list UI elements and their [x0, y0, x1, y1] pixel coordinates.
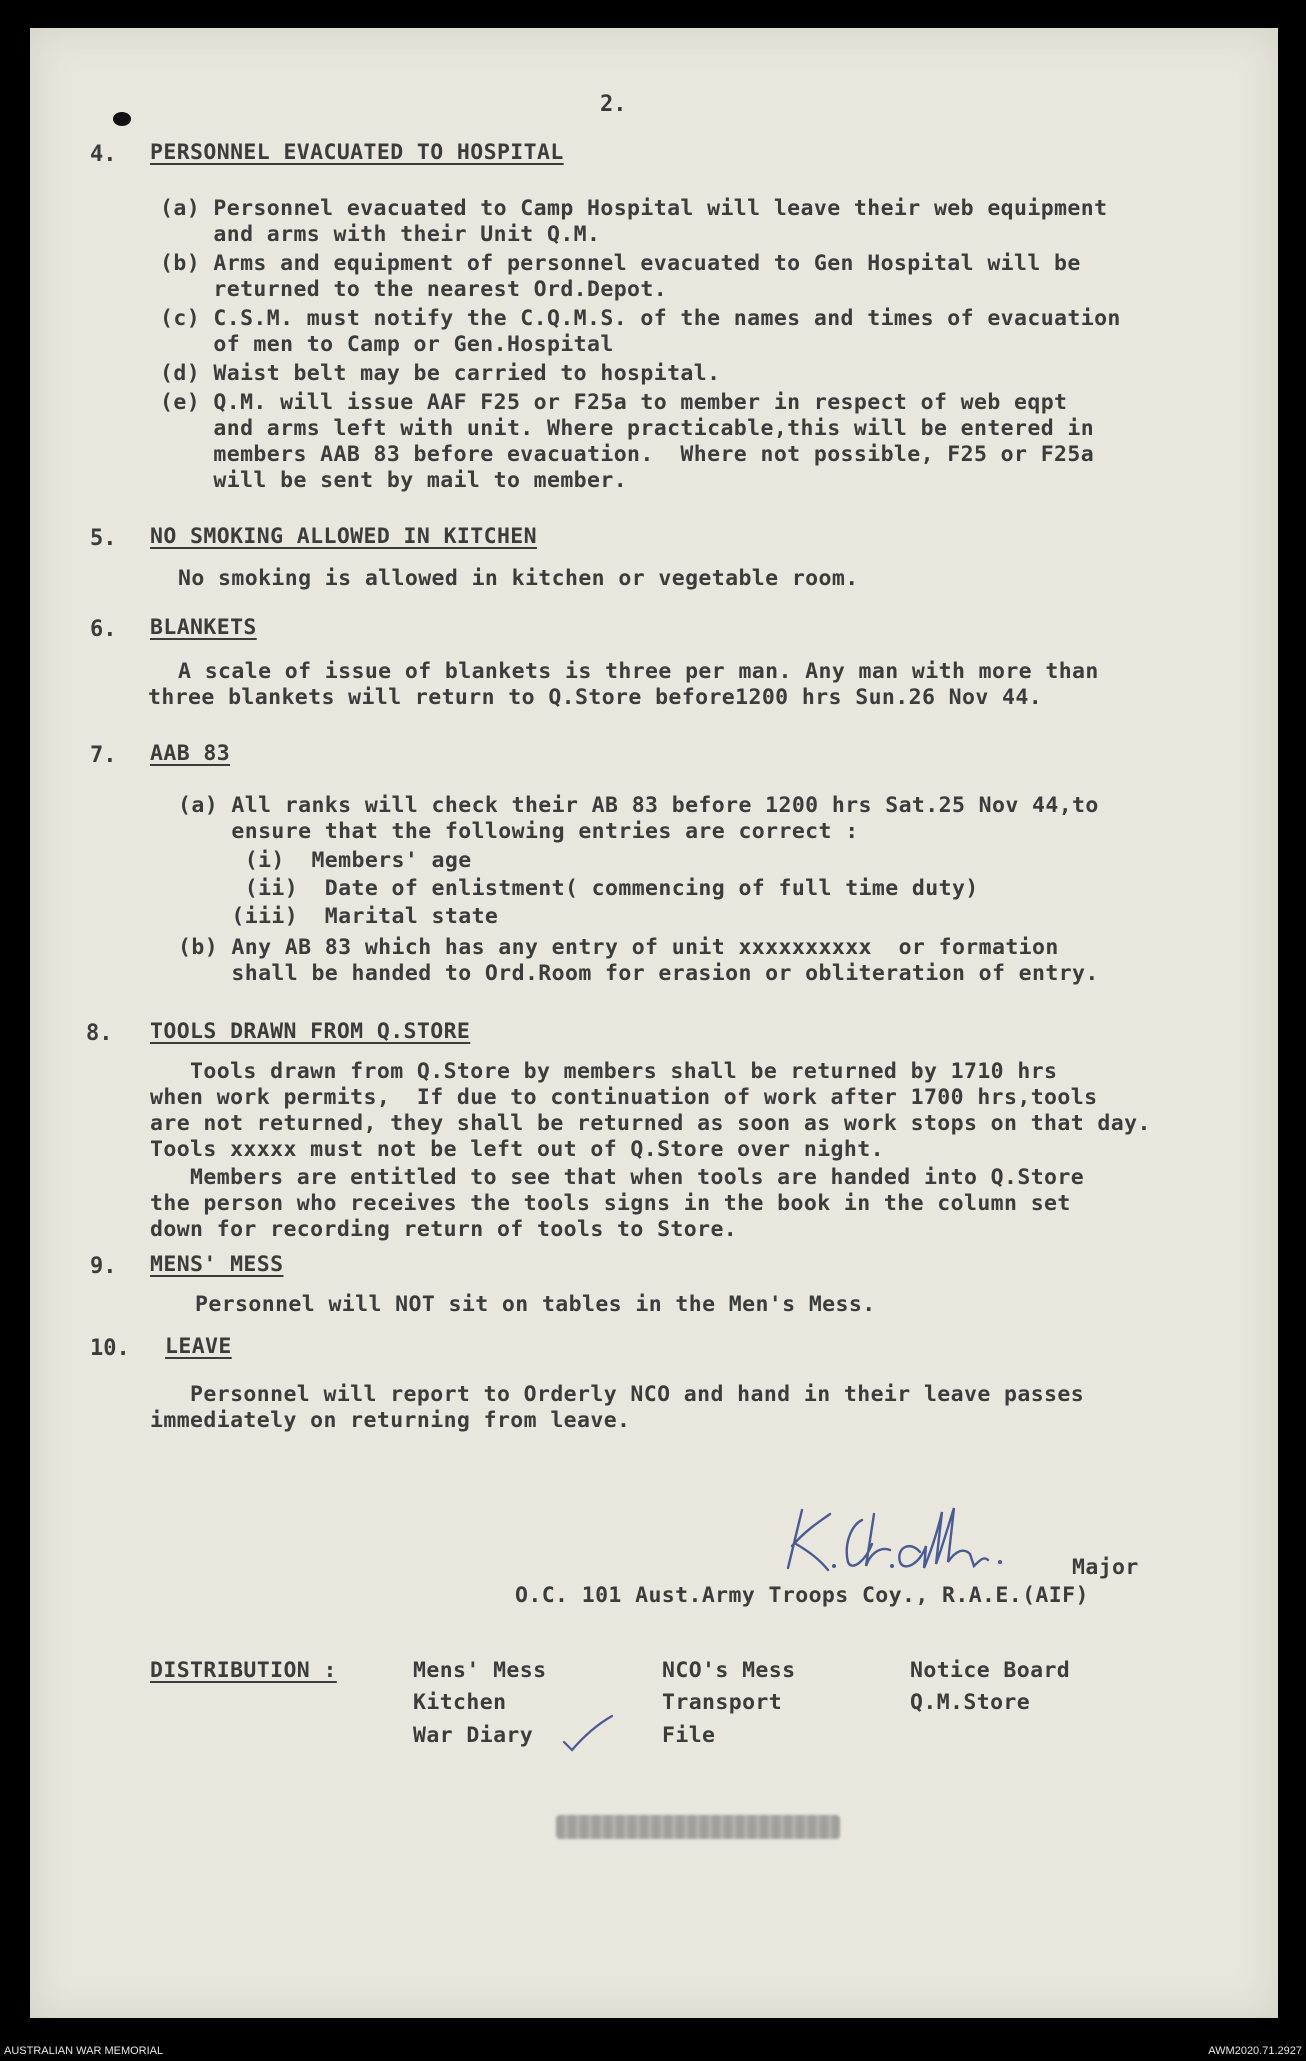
section-line: three blankets will return to Q.Store before1200 hrs Sun.26 Nov 44.	[148, 685, 1043, 710]
distribution-item: Q.M.Store	[910, 1690, 1031, 1715]
section-number: 7.	[90, 743, 117, 768]
section-line: (i) Members' age	[178, 848, 472, 873]
section-line: will be sent by mail to member.	[160, 468, 628, 493]
section-line: immediately on returning from leave.	[150, 1408, 631, 1433]
section-line: when work permits, If due to continuation of work after 1700 hrs,tools	[150, 1085, 1098, 1110]
section-line: shall be handed to Ord.Room for erasion or obliteration of entry.	[178, 961, 1099, 986]
section-heading: PERSONNEL EVACUATED TO HOSPITAL	[150, 140, 564, 165]
distribution-item: NCO's Mess	[662, 1658, 796, 1683]
section-line: A scale of issue of blankets is three per man. Any man with more than	[178, 659, 1099, 684]
section-line: of men to Camp or Gen.Hospital	[160, 332, 614, 357]
section-line: (iii) Marital state	[178, 904, 499, 929]
section-line: Personnel will report to Orderly NCO and hand in their leave passes	[150, 1382, 1085, 1407]
section-line: Tools drawn from Q.Store by members shall be returned by 1710 hrs	[150, 1059, 1058, 1084]
handwritten-signature	[770, 1500, 1070, 1580]
section-line: are not returned, they shall be returned as soon as work stops on that day.	[150, 1111, 1151, 1136]
section-number: 9.	[90, 1254, 117, 1279]
check-mark-icon	[560, 1712, 616, 1752]
section-line: members AAB 83 before evacuation. Where not possible, F25 or F25a	[160, 442, 1095, 467]
section-line: (a) Personnel evacuated to Camp Hospital will leave their web equipment	[160, 196, 1108, 221]
punch-hole	[113, 112, 131, 126]
section-line: ensure that the following entries are correct :	[178, 819, 859, 844]
section-line: (ii) Date of enlistment( commencing of full time duty)	[178, 876, 979, 901]
section-line: and arms left with unit. Where practicable,this will be entered in	[160, 416, 1095, 441]
section-line: the person who receives the tools signs in the book in the column set	[150, 1191, 1071, 1216]
distribution-item: Transport	[662, 1690, 783, 1715]
section-line: (e) Q.M. will issue AAF F25 or F25a to member in respect of web eqpt	[160, 390, 1068, 415]
distribution-item: Mens' Mess	[413, 1658, 547, 1683]
section-heading: NO SMOKING ALLOWED IN KITCHEN	[150, 524, 537, 549]
section-number: 4.	[90, 142, 117, 167]
signature-title: O.C. 101 Aust.Army Troops Coy., R.A.E.(AIF)	[515, 1583, 1089, 1608]
section-line: No smoking is allowed in kitchen or vegetable room.	[178, 566, 859, 591]
section-line: and arms with their Unit Q.M.	[160, 222, 601, 247]
section-number: 6.	[90, 617, 117, 642]
section-line: Members are entitled to see that when tools are handed into Q.Store	[150, 1165, 1085, 1190]
distribution-item: War Diary	[413, 1723, 534, 1748]
section-line: returned to the nearest Ord.Depot.	[160, 277, 668, 302]
section-line: (a) All ranks will check their AB 83 before 1200 hrs Sat.25 Nov 44,to	[178, 793, 1099, 818]
struck-text-smudge	[556, 1815, 840, 1839]
section-heading: MENS' MESS	[150, 1252, 284, 1277]
footer-left: AUSTRALIAN WAR MEMORIAL	[4, 2045, 164, 2057]
distribution-label: DISTRIBUTION :	[150, 1658, 337, 1683]
section-heading: BLANKETS	[150, 615, 257, 640]
section-number: 10.	[90, 1336, 130, 1361]
footer-right: AWM2020.71.2927	[1208, 2045, 1302, 2057]
distribution-item: Kitchen	[413, 1690, 507, 1715]
section-line: down for recording return of tools to Store.	[150, 1217, 738, 1242]
section-number: 8.	[86, 1021, 113, 1046]
section-number: 5.	[90, 526, 117, 551]
section-line: (c) C.S.M. must notify the C.Q.M.S. of the names and times of evacuation	[160, 306, 1121, 331]
signature-rank: Major	[1072, 1555, 1139, 1580]
distribution-item: Notice Board	[910, 1658, 1071, 1683]
section-heading: AAB 83	[150, 741, 231, 766]
section-line: (b) Any AB 83 which has any entry of unit xxxxxxxxxx or formation	[178, 935, 1059, 960]
section-line: Tools xxxxx must not be left out of Q.Store over night.	[150, 1137, 884, 1162]
section-line: Personnel will NOT sit on tables in the Men's Mess.	[195, 1292, 876, 1317]
distribution-item: File	[662, 1723, 716, 1748]
page-number: 2.	[600, 92, 627, 117]
section-heading: TOOLS DRAWN FROM Q.STORE	[150, 1019, 471, 1044]
section-heading: LEAVE	[165, 1334, 232, 1359]
section-line: (b) Arms and equipment of personnel evacuated to Gen Hospital will be	[160, 251, 1081, 276]
section-line: (d) Waist belt may be carried to hospital.	[160, 361, 721, 386]
